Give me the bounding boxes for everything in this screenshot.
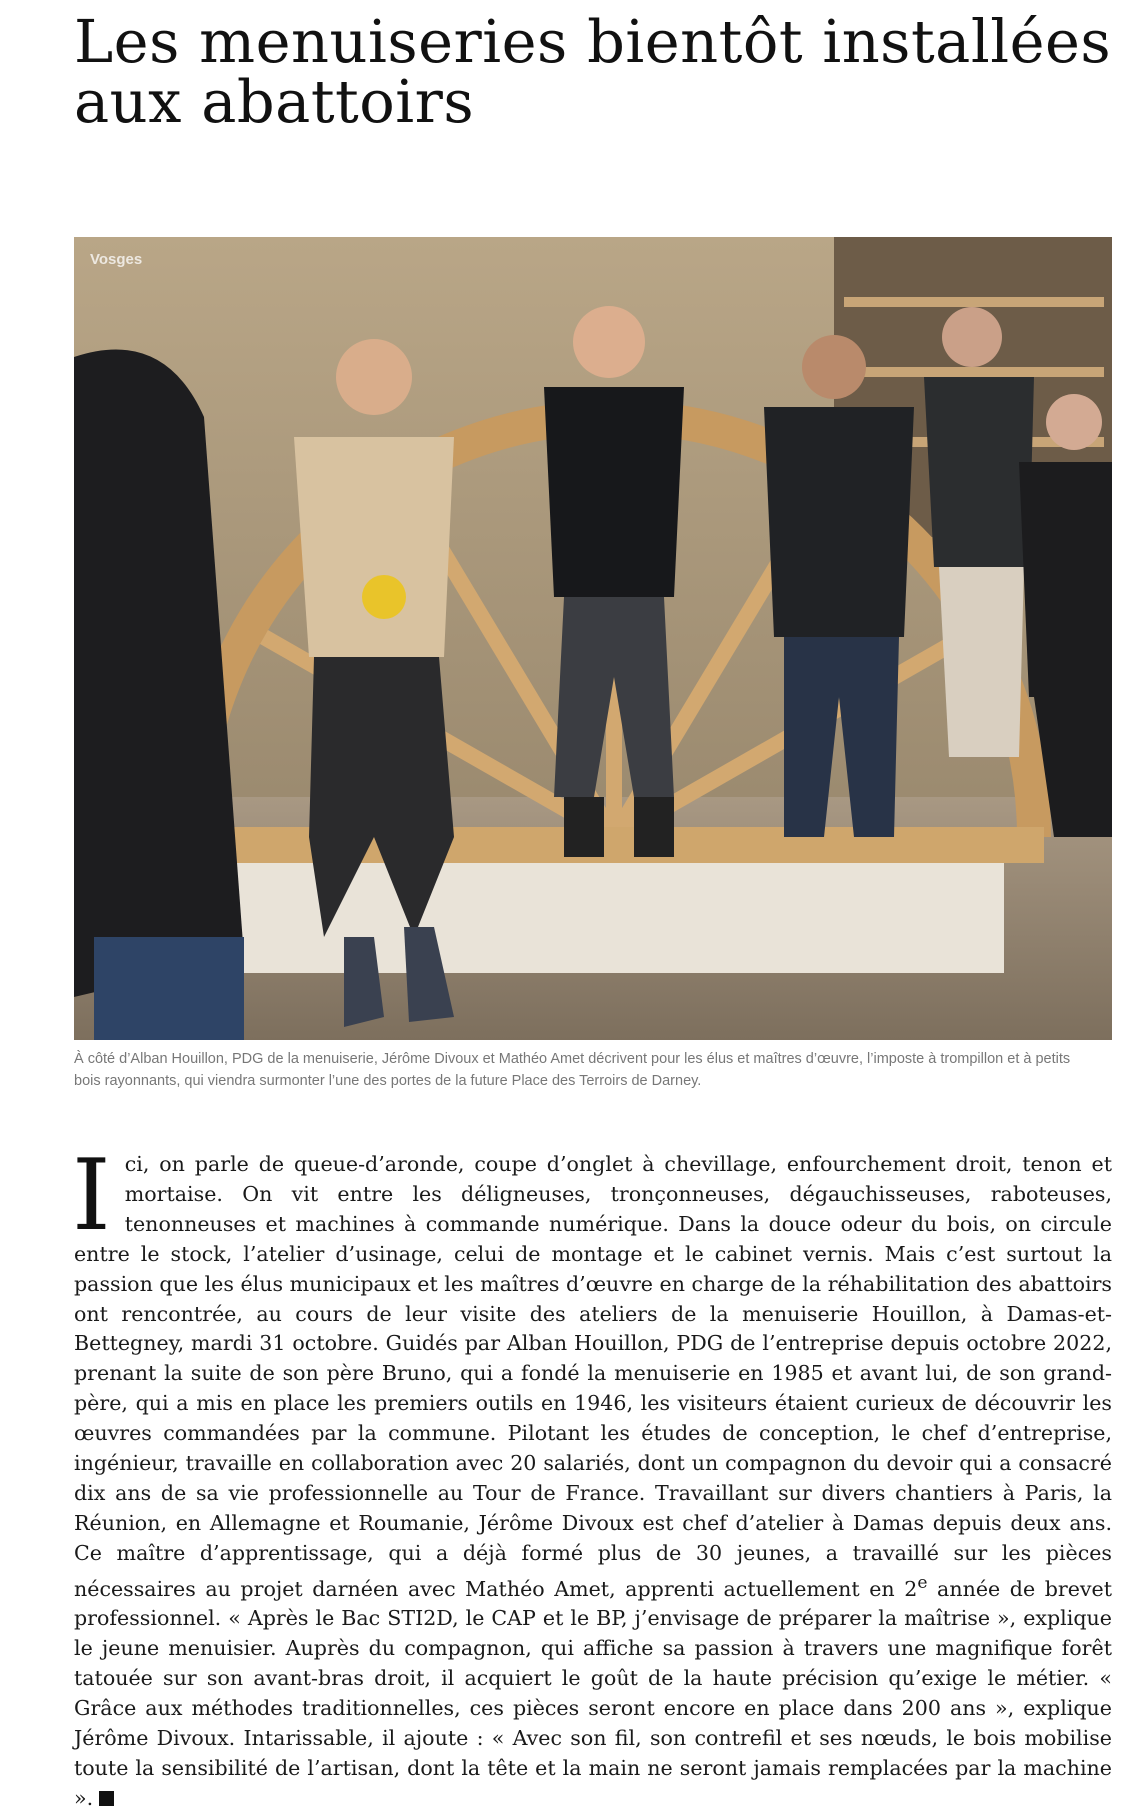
article-page: [72, 0, 1113, 1810]
workshop-photo-illustration: [74, 237, 1112, 1040]
article-title: Les menuiseries bientôt installées aux abattoirs: [74, 7, 1112, 136]
article-text-part2: année de brevet professionnel. « Après le Bac STI2D, le CAP et le BP, j’envisage de préparer la maîtrise », explique le jeune menuisier. Auprès du compagnon, qui affiche sa passion à travers une magnifique forêt tatouée sur son avant-bras droit, il acquiert le goût de la haute précision qu’exige le métier. « Grâce aux méthodes traditionnelles, ces pièces seront encore en place dans 200 ans », explique Jérôme Divoux. Intarissable, il ajoute : « Avec son fil, son contrefil et ses nœuds, le bois mobilise toute la sensibilité de l’artisan, dont la tête et la main ne seront jamais remplacées par la machine ».: [74, 1576, 1113, 1810]
end-of-article-mark: [99, 1791, 114, 1806]
drop-cap: I: [72, 1139, 111, 1253]
article-text-part1: ci, on parle de queue-d’aronde, coupe d’onglet à chevillage, enfourchement droit, tenon et mortaise. On vit entre les déligneuses, tronçonneuses, dégauchisseuses, raboteuses, tenonneuses et machines à commande numérique. Dans la douce odeur du bois, on circule entre le stock, l’atelier d’usinage, celui de montage et le cabinet vernis. Mais c’est surtout la passion que les élus municipaux et les maîtres d’œuvre en charge de la réhabilitation des abattoirs ont rencontrée, au cours de leur visite des ateliers de la menuiserie Houillon, à Damas-et-Bettegney, mardi 31 octobre. Guidés par Alban Houillon, PDG de l’entreprise depuis octobre 2022, prenant la suite de son père Bruno, qui a fondé la menuiserie en 1985 et avant lui, de son grand-père, qui a mis en place les premiers outils en 1946, les visiteurs étaient curieux de découvrir les œuvres commandées par la commune. Pilotant les études de conception, le chef d’entreprise, ingénieur, travaille en collaboration avec 20 salariés, dont un compagnon du devoir qui a consacré dix ans de sa vie professionnelle au Tour de France. Travaillant sur divers chantiers à Paris, la Réunion, en Allemagne et Roumanie, Jérôme Divoux est chef d’atelier à Damas depuis deux ans. Ce maître d’apprentissage, qui a déjà formé plus de 30 jeunes, a travaillé sur les pièces nécessaires au projet darnéen avec Mathéo Amet, apprenti actuellement en 2: [74, 1152, 1113, 1601]
article-body: [72, 1139, 1113, 1814]
ordinal-superscript: e: [917, 1572, 928, 1593]
article-photo: [74, 237, 1112, 1040]
photo-watermark: Vosges: [90, 251, 143, 268]
article-paragraph: [72, 1139, 1113, 1814]
photo-caption: À côté d’Alban Houillon, PDG de la menuiserie, Jérôme Divoux et Mathéo Amet décrivent pour les élus et maîtres d’œuvre, l’imposte à trompillon et à petits bois rayonnants, qui viendra surmonter l’une des portes de la future Place des Terroirs de Darney.: [74, 1051, 1071, 1089]
